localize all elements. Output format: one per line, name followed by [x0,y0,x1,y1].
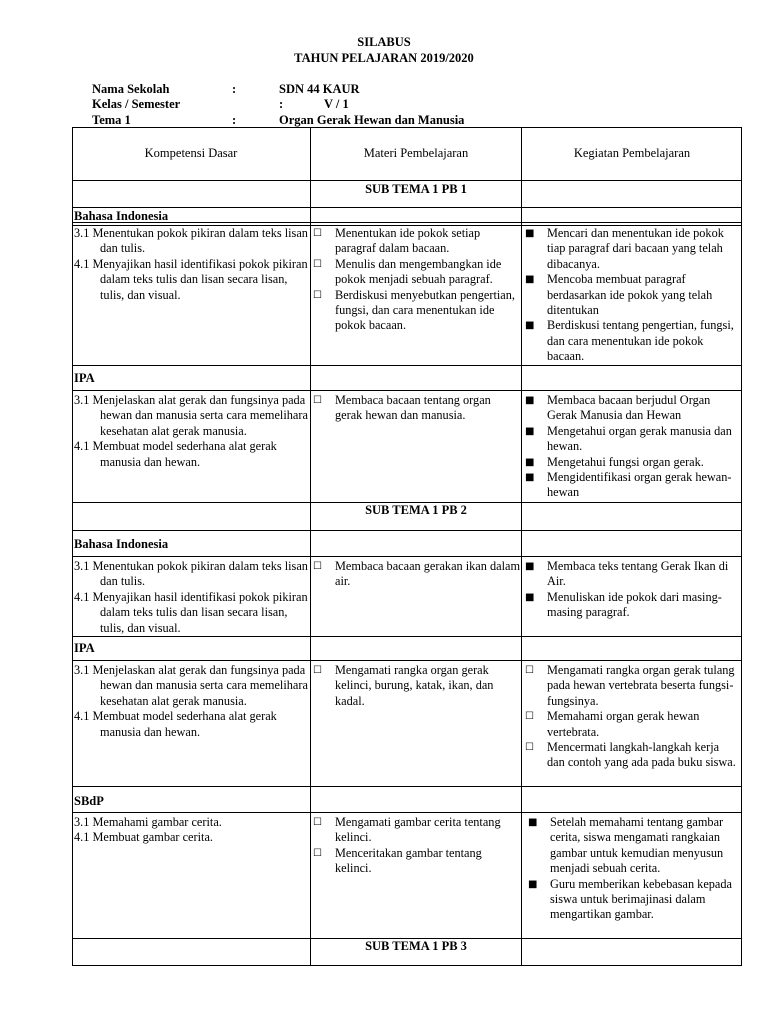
kd-item: 3.1 Memahami gambar cerita. [74,815,222,829]
list-item-text: Mengamati rangka organ gerak kelinci, burung, katak, ikan, dan kadal. [335,663,494,708]
list-item-text: Mencari dan menentukan ide pokok tiap paragraf dari bacaan yang telah dibacanya. [547,226,724,271]
materi-list [311,815,521,877]
sub-theme-heading: SUB TEMA 1 PB 2 [365,503,467,517]
list-item-text: Guru memberikan kebebasan kepada siswa untuk berimajinasi dalam mengartikan gambar. [550,876,732,922]
list-item [523,393,739,424]
kd-item: 4.1 Membuat model sederhana alat gerak manusia dan hewan. [74,709,277,739]
kegiatan-list [523,663,739,771]
subject-heading: IPA [74,641,95,655]
subject-heading: SBdP [74,794,104,808]
list-item-text: Mengetahui organ gerak manusia dan hewan. [547,423,732,454]
list-item-text: Mengidentifikasi organ gerak hewan-hewan [547,470,732,500]
kd-list [74,815,310,846]
kd-item: 3.1 Menjelaskan alat gerak dan fungsinya pada hewan dan manusia serta cara memelihara kesehatan alat gerak manusia. [74,393,308,438]
materi-list [311,393,521,424]
square-bullet-icon: ■ [525,456,535,468]
meta-separator: : [232,113,237,127]
list-item-text: Berdiskusi tentang pengertian, fungsi, dan cara menentukan ide pokok bacaan. [547,318,734,364]
kegiatan-list [523,226,739,365]
row-divider [72,636,742,637]
list-item [523,740,739,771]
materi-list [311,559,521,590]
list-item [311,288,521,334]
square-bullet-icon: ■ [525,425,535,437]
row-divider [72,365,742,366]
subject-heading: Bahasa Indonesia [74,537,169,551]
kd-item: 3.1 Menjelaskan alat gerak dan fungsinya pada hewan dan manusia serta cara memelihara kesehatan alat gerak manusia. [74,663,308,708]
kd-list [74,559,310,636]
kd-list [74,393,310,470]
square-bullet-icon: ■ [525,591,535,603]
row-divider [72,222,742,223]
list-item-text: Membaca bacaan tentang organ gerak hewan dan manusia. [335,393,491,423]
list-item-text: Memahami organ gerak hewan vertebrata. [547,709,700,739]
header-kompetensi-dasar: Kompetensi Dasar [144,146,238,160]
document-subtitle: TAHUN PELAJARAN 2019/2020 [294,51,474,65]
list-item [311,559,521,590]
list-item [523,709,739,740]
square-bullet-icon: ■ [525,320,535,332]
sub-theme-heading: SUB TEMA 1 PB 3 [365,939,467,953]
list-item-text: Membaca teks tentang Gerak Ikan di Air. [547,559,729,589]
checkbox-icon: ☐ [313,228,322,239]
meta-separator: : [232,82,237,96]
checkbox-icon: ☐ [525,665,534,676]
kd-list [74,663,310,740]
list-item [311,226,521,257]
row-divider [72,786,742,787]
list-item-text: Mengetahui fungsi organ gerak. [547,454,704,469]
square-bullet-icon: ■ [528,878,538,890]
checkbox-icon: ☐ [525,742,534,754]
list-item-text: Setelah memahami tentang gambar cerita, siswa mengamati rangkaian gambar untuk kemudian menyusun menjadi sebuah cerita. [550,815,724,876]
meta-value: SDN 44 KAUR [279,82,360,96]
row-divider [72,556,742,557]
list-item [526,815,739,877]
row-divider [72,207,742,208]
list-item [523,272,739,318]
checkbox-icon: ☐ [313,665,322,676]
meta-separator: : [279,97,284,111]
list-item [523,590,739,621]
list-item-text: Menceritakan gambar tentang kelinci. [335,845,482,876]
square-bullet-icon: ■ [528,817,538,828]
list-item-text: Menulis dan mengembangkan ide pokok menjadi sebuah paragraf. [335,256,502,287]
checkbox-icon: ☐ [313,847,322,859]
list-item-text: Menuliskan ide pokok dari masing-masing paragraf. [547,589,722,620]
row-divider [72,390,742,391]
square-bullet-icon: ■ [525,395,535,406]
list-item [523,455,739,470]
list-item-text: Mengamati rangka organ gerak tulang pada hewan vertebrata beserta fungsi-fungsinya. [547,663,735,708]
list-item-text: Membaca bacaan gerakan ikan dalam air. [335,559,521,589]
list-item [523,559,739,590]
column-divider [521,127,522,966]
list-item-text: Mencermati langkah-langkah kerja dan contoh yang ada pada buku siswa. [547,740,736,770]
list-item [311,815,521,846]
list-item [523,424,739,455]
header-kegiatan-pembelajaran: Kegiatan Pembelajaran [573,146,691,160]
header-materi-pembelajaran: Materi Pembelajaran [363,146,469,160]
list-item [526,877,739,923]
list-item [311,846,521,877]
meta-label: Nama Sekolah [92,82,170,96]
kegiatan-list [526,815,739,923]
list-item-text: Mengamati gambar cerita tentang kelinci. [335,815,501,845]
list-item [311,257,521,288]
meta-value: Organ Gerak Hewan dan Manusia [279,113,465,127]
kd-item: 4.1 Membuat model sederhana alat gerak manusia dan hewan. [74,439,277,469]
square-bullet-icon: ■ [525,561,535,572]
materi-list [311,663,521,709]
list-item-text: Menentukan ide pokok setiap paragraf dalam bacaan. [335,226,481,256]
row-divider [72,530,742,531]
list-item-text: Mencoba membuat paragraf berdasarkan ide pokok yang telah ditentukan [547,272,713,318]
checkbox-icon: ☐ [313,395,322,406]
meta-label: Tema 1 [92,113,131,127]
materi-list [311,226,521,334]
row-divider [72,812,742,813]
kd-item: 4.1 Membuat gambar cerita. [74,830,213,845]
list-item [523,470,739,501]
list-item [523,318,739,364]
meta-label: Kelas / Semester [92,97,181,111]
list-item [311,663,521,709]
square-bullet-icon: ■ [525,228,535,239]
list-item [311,393,521,424]
row-divider [72,180,742,181]
subject-heading: Bahasa Indonesia [74,209,169,223]
list-item-text: Membaca bacaan berjudul Organ Gerak Manusia dan Hewan [547,393,711,423]
list-item [523,663,739,709]
list-item [523,226,739,272]
sub-theme-heading: SUB TEMA 1 PB 1 [365,182,467,196]
square-bullet-icon: ■ [525,274,535,286]
list-item-text: Berdiskusi menyebutkan pengertian, fungsi, dan cara menentukan ide pokok bacaan. [335,287,515,333]
document-title: SILABUS [357,35,411,49]
kd-item: 4.1 Menyajikan hasil identifikasi pokok pikiran dalam teks tulis dan lisan secara lisan, tulis, dan visual. [74,589,308,635]
meta-value: V / 1 [324,97,349,111]
square-bullet-icon: ■ [525,472,535,484]
kd-item: 3.1 Menentukan pokok pikiran dalam teks lisan dan tulis. [74,559,308,589]
subject-heading: IPA [74,371,95,385]
kd-item: 4.1 Menyajikan hasil identifikasi pokok pikiran dalam teks tulis dan lisan secara lisan, tulis, dan visual. [74,256,308,302]
kd-list [74,226,310,303]
checkbox-icon: ☐ [313,561,322,572]
kegiatan-list [523,559,739,621]
checkbox-icon: ☐ [313,817,322,828]
checkbox-icon: ☐ [313,289,322,301]
kegiatan-list [523,393,739,501]
row-divider [72,660,742,661]
kd-item: 3.1 Menentukan pokok pikiran dalam teks lisan dan tulis. [74,226,308,256]
checkbox-icon: ☐ [525,711,534,723]
checkbox-icon: ☐ [313,258,322,270]
